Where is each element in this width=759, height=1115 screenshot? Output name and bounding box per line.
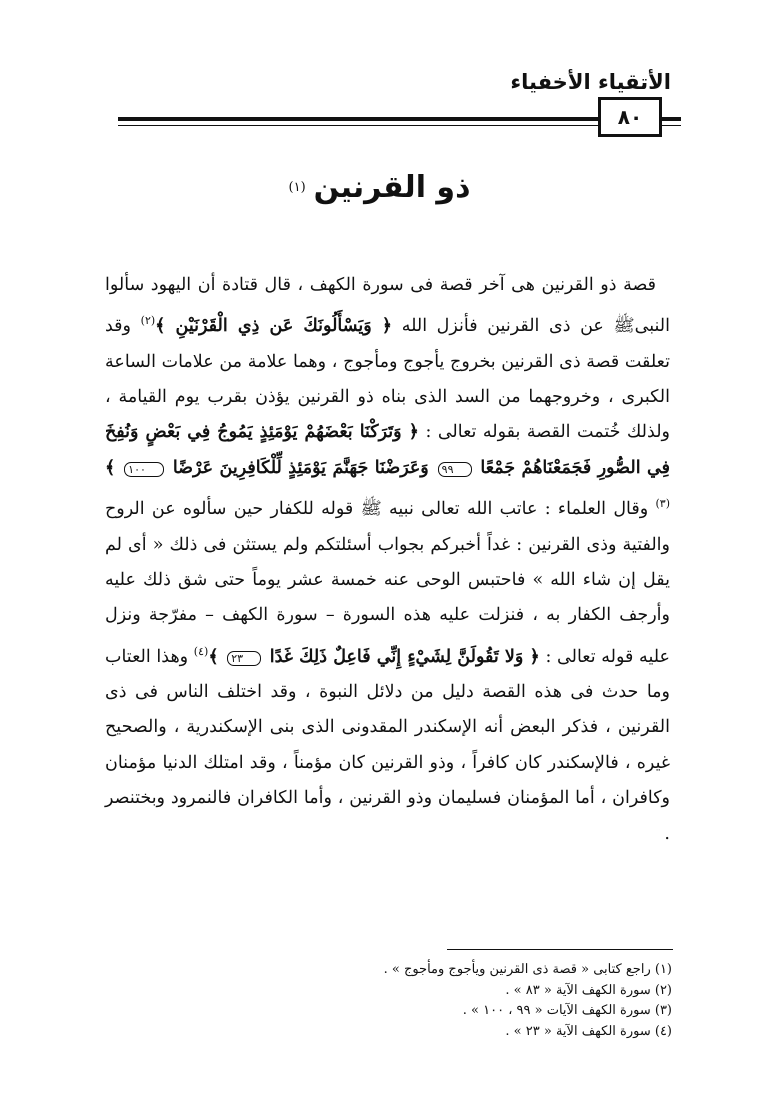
body-segment-3: وقال العلماء : عاتب الله تعالى نبيه ﷺ قوله للكفار حين سألوه عن الروح والفتية وذى القرنين : غداً أخبركم بجواب أسئلتكم ولم يستثن فى ذلك « أى لم يقل إن شاء الله » فاحتبس الوحى عنه خمسة عشر يوماً حتى شق ذلك عليه وأرجف الكفار به ، فنزلت عليه هذه السورة – سورة الكهف – مفرّجة ونزل عليه قوله تعالى : (105, 499, 670, 667)
verse-number-23: ٢٣ (227, 651, 261, 666)
body-segment-1: قصة ذو القرنين هى آخر قصة فى سورة الكهف ، قال قتادة أن اليهود سألوا النبىﷺ عن ذى القرنين فأنزل الله (105, 275, 670, 337)
body-text (105, 268, 670, 852)
footnotes (200, 960, 672, 1042)
verse-number-99: ٩٩ (438, 462, 472, 477)
footnote-ref-3: (٣) (655, 497, 670, 511)
running-title: الأتقياء الأخفياء (510, 70, 671, 94)
quran-verse-1: ﴿ وَيَسْأَلُونَكَ عَن ذِي الْقَرْنَيْنِ ﴾ (155, 316, 393, 337)
page-number: ٨٠ (598, 97, 662, 137)
chapter-footnote-ref: (١) (288, 179, 306, 195)
body-paragraph (105, 268, 670, 852)
footnote-2: (٢) سورة الكهف الآية « ٨٣ » . (505, 982, 672, 998)
quran-verse-2b: وَعَرَضْنَا جَهَنَّمَ يَوْمَئِذٍ لِّلْكَافِرِينَ عَرْضًا (172, 457, 429, 478)
footnote-ref-4: (٤) (193, 644, 209, 658)
footnote-separator (447, 949, 673, 950)
quran-verse-3: ﴿ وَلا تَقُولَنَّ لِشَيْءٍ إِنِّي فَاعِلٌ ذَلِكَ غَدًا (269, 646, 540, 667)
body-segment-2: وقد تعلقت قصة ذى القرنين بخروج يأجوج ومأجوج ، وهما علامة من علامات الساعة الكبرى ، وخروجهما من السد الذى بناه ذو القرنين يؤذن بقرب يوم القيامة ، ولذلك خُتمت القصة بقوله تعالى : (105, 316, 670, 443)
chapter-title: ذو القرنين (313, 170, 471, 205)
quran-close-3: ﴾ (208, 646, 219, 667)
quran-verse-2a: ﴿ وَتَرَكْنَا بَعْضَهُمْ يَوْمَئِذٍ يَمُوجُ فِي بَعْضٍ وَنُفِخَ فِي الصُّورِ فَجَمَعْنَاهُمْ جَمْعًا (105, 422, 670, 478)
chapter-heading (0, 170, 759, 205)
verse-number-100: ١٠٠ (124, 462, 164, 477)
header-rule-tail (662, 117, 681, 121)
footnote-1: (١) راجع كتابى « قصة ذى القرنين ويأجوج ومأجوج » . (383, 962, 672, 977)
header-rule-tail-thin (662, 125, 681, 126)
body-segment-4: وهذا العتاب وما حدث فى هذه القصة دليل من دلائل النبوة ، وقد اختلف الناس فى ذى القرنين ، فذكر البعض أنه الإسكندر المقدونى الذى بنى الإسكندرية ، والصحيح غيره ، فالإسكندر كان كافراً ، وذو القرنين كان مؤمناً ، وقد امتلك الدنيا مؤمنان وكافران ، أما المؤمنان فسليمان وذو القرنين ، وأما الكافران فالنمرود وبختنصر . (105, 646, 670, 844)
quran-close-2: ﴾ (105, 457, 116, 478)
header-rule-thin (118, 125, 598, 126)
header-rule-thick (118, 117, 598, 121)
footnote-4: (٤) سورة الكهف الآية « ٢٣ » . (505, 1023, 672, 1039)
footnote-3: (٣) سورة الكهف الآيات « ٩٩ ، ١٠٠ » . (462, 1003, 672, 1018)
footnote-ref-2: (٢) (140, 314, 156, 328)
